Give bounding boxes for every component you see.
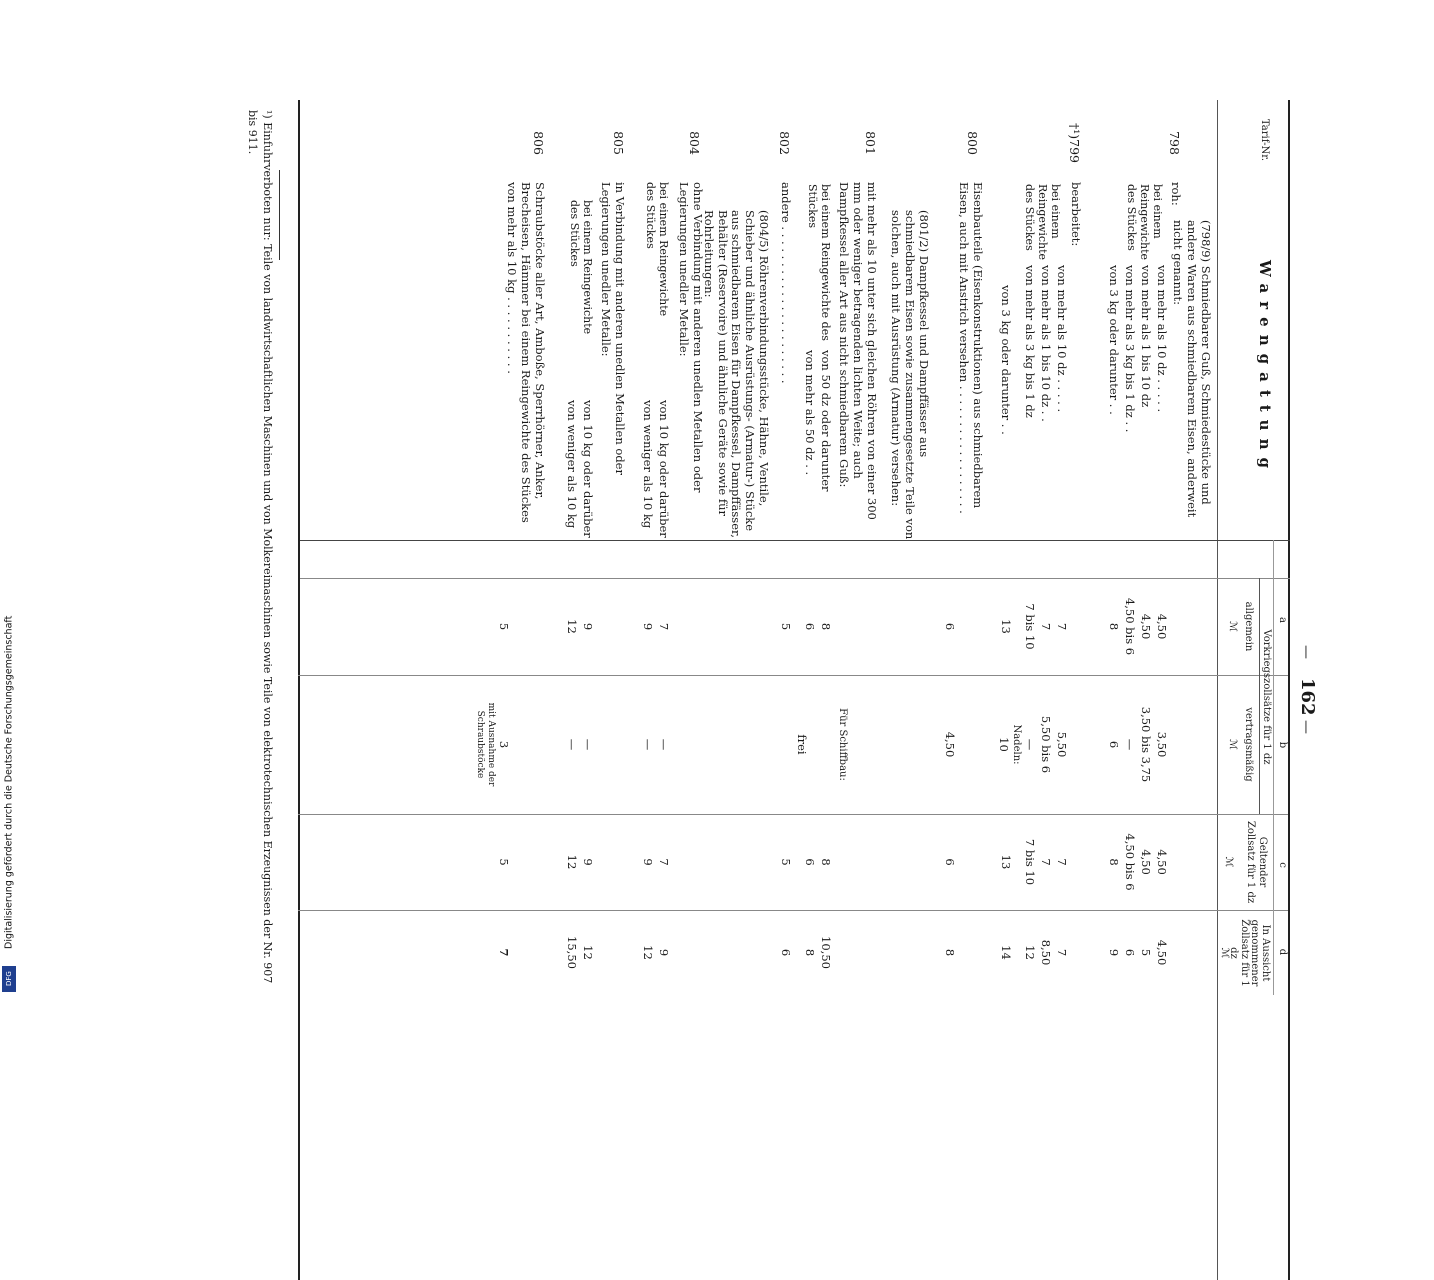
r806-d: 7 <box>497 948 511 957</box>
header-bottom-rule <box>1217 100 1218 1280</box>
r798-row3-label: von mehr als 3 kg bis 1 dz . . <box>1123 265 1137 433</box>
r800-nr: 800 <box>965 131 980 155</box>
r801-desc: mit mehr als 10 unter sich gleichen Röhren von einer 300 mm oder weniger betragenden lichten Weite; auch Dampfkessel aller Art aus nicht schmiedbarem Guß: <box>837 182 879 520</box>
r802-a: 5 <box>779 622 793 631</box>
r800-d: 8 <box>943 948 957 957</box>
r802-c: 5 <box>779 858 793 866</box>
r799-group: bei einem Reingewichte des Stückes <box>1022 184 1062 261</box>
r799-row4-c: 13 <box>999 854 1013 870</box>
r799-row3-a: 7 bis 10 <box>1023 603 1037 650</box>
header-prewar-group: Vorkriegszollsätze für 1 dz <box>1261 629 1272 765</box>
r804-row1-a: 7 <box>657 622 671 631</box>
r798-row3-d: 6 <box>1123 948 1137 957</box>
r798-row2-label: von mehr als 1 bis 10 dz <box>1139 265 1153 408</box>
r805-row1-label: von 10 kg oder darüber <box>581 400 595 538</box>
r798-row2-b: 3,50 bis 3,75 <box>1139 706 1153 783</box>
table-top-rule <box>1288 100 1290 1280</box>
header-col-b-letter: b <box>1277 741 1288 749</box>
r798-row4-b: 6 <box>1107 740 1121 749</box>
r798-row1-c: 4,50 <box>1155 849 1169 875</box>
r798-row1-d: 4,50 <box>1155 939 1169 966</box>
r799-nadeln-note: Nadeln: <box>1011 724 1022 765</box>
r799-row3-d: 12 <box>1023 945 1037 960</box>
r801-schiffbau-note: Für Schiffbau: <box>837 708 848 781</box>
r806-c: 5 <box>497 858 511 866</box>
r798-row2-c: 4,50 <box>1139 849 1153 875</box>
r801-row2-label: von mehr als 50 dz . . <box>803 350 817 476</box>
r798-row4-c: 8 <box>1107 858 1121 866</box>
r799-row2-c: 7 <box>1039 858 1053 866</box>
r806-b: 3 <box>497 740 511 749</box>
header-col-b: vertragsmäßig <box>1243 707 1254 782</box>
r802-d: 6 <box>779 948 793 957</box>
r804-row1-d: 9 <box>657 948 671 957</box>
r806-nr: 806 <box>531 131 546 155</box>
r801-row2-c: 6 <box>803 858 817 866</box>
r804-group: bei einem Reingewichte des Stückes <box>643 182 670 317</box>
r806-b-note: mit Ausnahme der Schraubstöcke <box>475 702 496 787</box>
r800-b: 4,50 <box>943 731 957 758</box>
r799-row1-d: 7 <box>1055 948 1069 957</box>
r801-802-b-free: frei <box>795 734 809 755</box>
r799-row1-c: 7 <box>1055 858 1069 866</box>
r801-row1-label: von 50 dz oder darunter <box>819 350 833 492</box>
r804-desc: ohne Verbindung mit anderen unedlen Metallen oder Legierungen unedler Metalle: <box>677 182 705 493</box>
r798-intro: (798/9) Schmiedbarer Guß, Schmiedestücke und andere Waren aus schmiedbarem Eisen, anderweit nicht genannt: <box>1171 220 1213 518</box>
r798-row4-a: 8 <box>1107 622 1121 631</box>
footnote-rule <box>279 170 280 260</box>
r801-row1-d: 10,50 <box>819 936 833 969</box>
r805-row1-b: — <box>581 738 595 751</box>
page-dash-right: — <box>1298 720 1314 734</box>
r805-row2-b: — <box>565 738 579 751</box>
r798-row3-a: 4,50 bis 6 <box>1123 597 1137 656</box>
dfg-logo: DFG <box>2 966 16 992</box>
r801-row1-a: 8 <box>819 622 833 631</box>
r798-row1-label: von mehr als 10 dz . . . . . <box>1155 265 1169 413</box>
r806-a: 5 <box>497 622 511 631</box>
r801-group: bei einem Reingewichte des Stückes <box>805 184 832 341</box>
r802-nr: 802 <box>777 131 792 155</box>
r799-row4-d: 14 <box>999 945 1013 960</box>
r798-group: bei einem Reingewichte des Stückes <box>1124 184 1164 261</box>
r801-row2-d: 8 <box>803 948 817 957</box>
r800-desc: Eisenbauteile (Eisenkonstruktionen) aus schmiedbarem Eisen, auch mit Anstrich versehen . . . . . . . . . . . . . . . . . . <box>957 182 985 514</box>
r799-row3-c: 7 bis 10 <box>1023 838 1037 886</box>
r805-row2-c: 12 <box>565 854 579 870</box>
r799-row4-label: von 3 kg oder darunter . . <box>999 285 1013 435</box>
r799-row2-label: von mehr als 1 bis 10 dz . . <box>1039 265 1053 422</box>
r805-row2-label: von weniger als 10 kg <box>565 400 579 529</box>
r798-row2-d: 5 <box>1139 948 1153 957</box>
r804-row1-label: von 10 kg oder darüber <box>657 400 671 538</box>
r799-row1-label: von mehr als 10 dz . . . . . <box>1055 265 1069 413</box>
r798-roh: roh: <box>1169 182 1183 206</box>
r804-row2-a: 9 <box>641 622 655 631</box>
page-dash-left: — <box>1298 645 1314 659</box>
r798-nr: 798 <box>1167 131 1182 155</box>
r804-row1-b: — <box>657 738 671 751</box>
r805-row1-a: 9 <box>581 622 595 631</box>
r798-row4-d: 9 <box>1107 948 1121 957</box>
r804-row2-label: von weniger als 10 kg <box>641 400 655 529</box>
r801-row2-a: 6 <box>803 622 817 631</box>
r804-row2-c: 9 <box>641 858 655 866</box>
r798-row1-a: 4,50 <box>1155 613 1169 640</box>
header-col-c-unit: ℳ <box>1223 856 1234 868</box>
r799-nr: †¹)799 <box>1067 123 1082 163</box>
r799-row2-d: 8,50 <box>1039 939 1053 966</box>
r799-row4-a: 13 <box>999 619 1013 634</box>
r799-row2-a: 7 <box>1039 622 1053 631</box>
r799-bearbeitet: bearbeitet: <box>1069 182 1083 247</box>
r804-intro: (804/5) Röhrenverbindungsstücke, Hähne, Ventile, Schieber und ähnliche Ausrüstungs- (Armatur-) Stücke aus schmiedbarem Eisen für Dampfkessel, Dampffässer, Behälter (Reservoire) und ähnliche Geräte sowie für Rohrleitungen: <box>701 210 771 538</box>
r805-row1-d: 12 <box>581 945 595 960</box>
header-col-c: Geltender Zollsatz für 1 dz <box>1245 820 1268 904</box>
header-col-a-unit: ℳ <box>1227 621 1238 632</box>
r805-row1-c: 9 <box>581 858 595 866</box>
r805-group: bei einem Reingewichte des Stückes <box>567 200 594 335</box>
header-col-d-unit: ℳ <box>1219 947 1230 959</box>
r800-c: 6 <box>943 858 957 866</box>
header-col-b-unit: ℳ <box>1227 739 1238 750</box>
r802-desc: andere . . . . . . . . . . . . . . . . . . . . . . <box>779 182 793 384</box>
r798-row1-b: 3,50 <box>1155 731 1169 758</box>
r798-row3-b: — <box>1123 738 1137 751</box>
r806-desc: Schraubstöcke aller Art, Amboße, Sperrhörner, Anker, Brecheisen, Hämmer bei einem Reingewichte des Stückes von mehr als 10 kg . . . . . . . . . . . <box>505 182 547 523</box>
footnote: ¹) Einfuhrverboten nur: Teile von landwirtschaftlichen Maschinen und von Molkereimaschinen sowie Teile von elektrotechnischen Erzeugnissen der Nr. 907 bis 911. <box>246 110 274 984</box>
col-letter-rule <box>1273 540 1274 995</box>
header-col-d-letter: d <box>1277 948 1288 956</box>
r799-row4-b: 10 <box>997 737 1011 752</box>
r798-row3-c: 4,50 bis 6 <box>1123 833 1137 891</box>
digitization-note: Digitalisierung gefördert durch die Deutsche Forschungsgemeinschaft <box>3 615 15 949</box>
page-number: 162 <box>1297 678 1318 716</box>
r798-row2-a: 4,50 <box>1139 613 1153 640</box>
r799-row3-b: — <box>1023 738 1037 751</box>
r801-nr: 801 <box>863 131 878 155</box>
r804-row1-c: 7 <box>657 858 671 866</box>
header-col-a-letter: a <box>1277 617 1288 623</box>
rotated-tariff-page <box>120 100 1318 987</box>
col-divider-desc <box>300 540 1290 541</box>
r804-nr: 804 <box>687 131 702 155</box>
header-col-c-letter: c <box>1277 862 1288 868</box>
table-bottom-rule <box>298 100 300 1280</box>
r799-row3-label: von mehr als 3 kg bis 1 dz <box>1023 265 1037 418</box>
r805-row2-d: 15,50 <box>565 936 579 969</box>
header-tarif-nr: Tarif-Nr. <box>1259 118 1270 162</box>
r804-row2-b: — <box>641 738 655 751</box>
header-warengattung: Warengattung <box>1256 260 1274 476</box>
r805-nr: 805 <box>611 131 626 155</box>
r804-row2-d: 12 <box>641 945 655 960</box>
r805-row2-a: 12 <box>565 619 579 634</box>
r798-row4-label: von 3 kg oder darunter . . <box>1107 265 1121 415</box>
r805-desc: in Verbindung mit anderen unedlen Metallen oder Legierungen unedler Metalle: <box>599 182 627 475</box>
header-col-a: allgemein <box>1243 601 1254 652</box>
r799-row1-a: 7 <box>1055 622 1069 631</box>
r799-row1-b: 5,50 <box>1055 731 1069 758</box>
r799-row2-b: 5,50 bis 6 <box>1039 715 1053 774</box>
r801-row1-c: 8 <box>819 858 833 866</box>
r800-a: 6 <box>943 622 957 631</box>
r801-intro: (801/2) Dampfkessel und Dampffässer aus schmiedbarem Eisen sowie zusammengesetzte Teile von solchen, auch mit Ausrüstung (Armatur) versehen: <box>889 210 931 540</box>
header-col-d: In Aussicht genommener Zollsatz für 1 dz <box>1228 919 1271 987</box>
